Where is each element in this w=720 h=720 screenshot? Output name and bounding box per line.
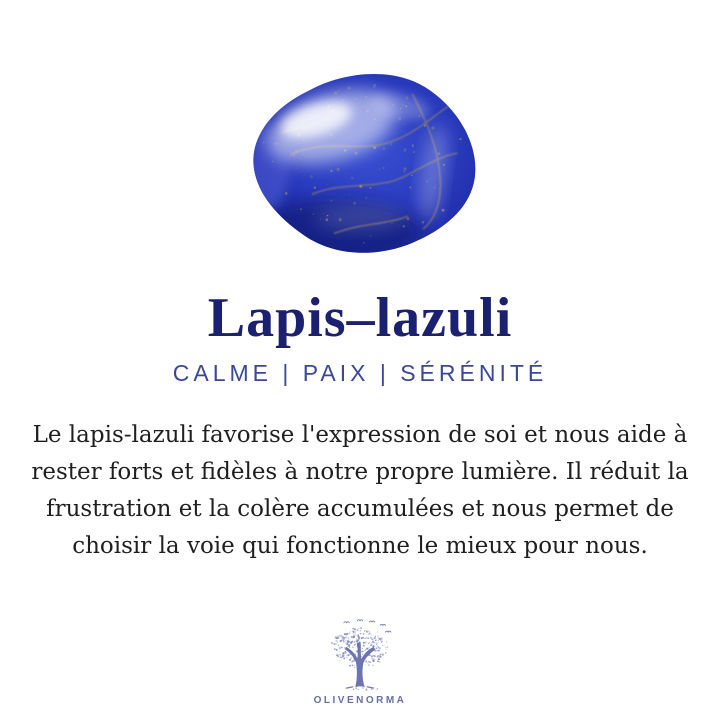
page-title: Lapis–lazuli: [207, 287, 513, 349]
lapis-lazuli-stone-image: [229, 50, 491, 260]
tree-roots: [346, 686, 374, 688]
stone-svg: [229, 50, 491, 260]
paragraph-line: frustration et la colère accumulées et nous permet de: [46, 496, 674, 522]
tree-trunk: [345, 642, 376, 687]
olive-tree-icon: [322, 618, 398, 692]
paragraph-line: choisir la voie qui fonctionne le mieux pour nous.: [72, 533, 648, 559]
brand-logo: [314, 618, 407, 706]
tree-birds: [344, 620, 391, 632]
description-paragraph: [31, 417, 688, 565]
paragraph-line: Le lapis-lazuli favorise l'expression de soi et nous aide à: [32, 422, 688, 448]
paragraph-line: rester forts et fidèles à notre propre lumière. Il réduit la: [31, 459, 689, 485]
brand-name: OLIVENORMA: [313, 695, 407, 706]
keywords-subtitle: CALME | PAIX | SÉRÉNITÉ: [172, 360, 548, 386]
